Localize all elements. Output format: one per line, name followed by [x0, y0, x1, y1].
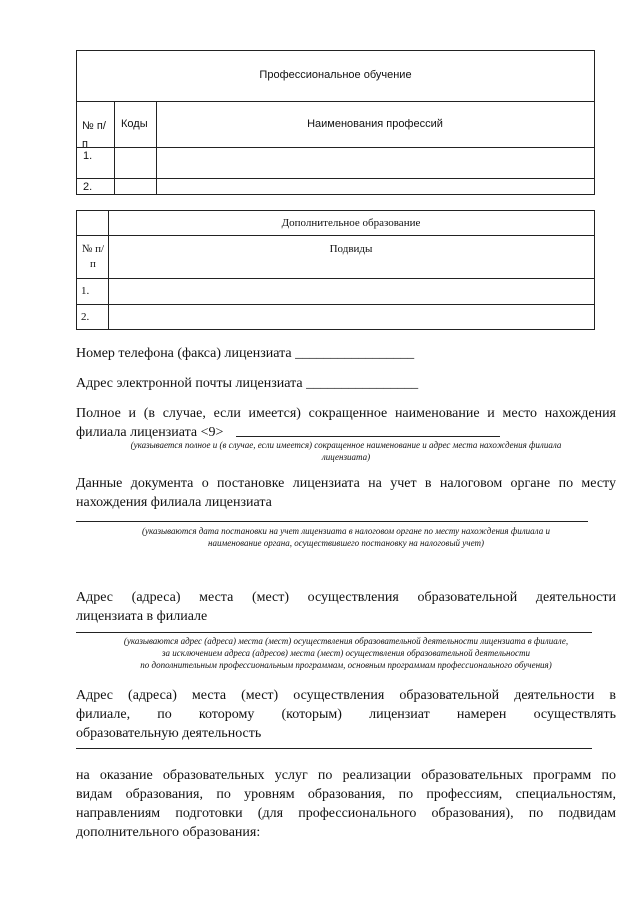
address-current-note-2: за исключением адреса (адресов) места (мест) осуществления образовательной деятельности — [162, 648, 530, 658]
branch-name-note-1: (указывается полное и (в случае, если имеется) сокращенное наименование и адрес места нахождения филиала — [130, 440, 562, 450]
services-line3: направлениям подготовки (для профессионального образования), по подвидам — [76, 806, 616, 821]
tax-doc-line1: Данные документа о постановке лицензиата на учет в налоговом органе по месту — [76, 476, 616, 491]
phone-label: Номер телефона (факса) лицензиата — [76, 346, 292, 361]
address-current-blank — [76, 632, 592, 633]
branch-name-line2: филиала лицензиата <9> — [76, 425, 224, 440]
tax-doc-line2: нахождения филиала лицензиата — [76, 495, 272, 510]
services-line2: видам образования, по уровням образования, по профессиям, специальностям, — [76, 787, 616, 802]
branch-name-line1: Полное и (в случае, если имеется) сокращенное наименование и место нахождения — [76, 406, 616, 421]
additional-education-table — [76, 210, 595, 330]
tax-doc-blank — [76, 521, 588, 522]
services-line4: дополнительного образования: — [76, 825, 261, 840]
phone-blank: _________________ — [295, 346, 415, 361]
branch-name-blank — [236, 436, 500, 437]
table1-col-codes: Коды — [121, 118, 148, 130]
email-blank: ________________ — [306, 376, 419, 391]
email-line — [76, 374, 616, 393]
table1-col-names: Наименования профессий — [307, 118, 443, 130]
services-line1: на оказание образовательных услуг по реализации образовательных программ по — [76, 768, 616, 783]
address-current-note-3: по дополнительным профессиональным программам, основным программам профессионального обучения) — [140, 660, 552, 670]
table2-row-2: 2. — [81, 311, 90, 323]
table1-col-num: № п/п — [82, 120, 106, 150]
professional-training-table — [76, 50, 595, 195]
address-current-line1: Адрес (адреса) места (мест) осуществления образовательной деятельности — [76, 590, 616, 605]
phone-line — [76, 344, 616, 363]
tax-doc-note-2: наименование органа, осуществившего постановку на налоговый учет) — [208, 538, 484, 548]
address-intended-blank — [76, 748, 592, 749]
tax-doc-note-1: (указываются дата постановки на учет лицензиата в налоговом органе по месту нахождения филиала и — [142, 526, 550, 536]
table2-row-1: 1. — [81, 285, 90, 297]
address-intended-line3: образовательную деятельность — [76, 726, 262, 741]
table2-title: Дополнительное образование — [281, 217, 421, 229]
table1-title: Профессиональное обучение — [259, 69, 412, 81]
address-intended-line1: Адрес (адреса) места (мест) осуществления образовательной деятельности в — [76, 688, 616, 703]
address-current-line2: лицензиата в филиале — [76, 609, 208, 624]
table1-row-1: 1. — [83, 150, 93, 162]
table1-row-2: 2. — [83, 181, 93, 193]
address-current-note-1: (указываются адрес (адреса) места (мест) осуществления образовательной деятельности лицензиата в филиале, — [123, 636, 569, 646]
address-intended-line2: филиале, по которому (которым) лицензиат намерен осуществлять — [76, 707, 616, 722]
table2-col-subtypes: Подвиды — [329, 243, 373, 255]
table2-col-num: № п/п — [81, 243, 105, 270]
branch-name-note-2: лицензиата) — [321, 452, 371, 462]
email-label: Адрес электронной почты лицензиата — [76, 376, 303, 391]
